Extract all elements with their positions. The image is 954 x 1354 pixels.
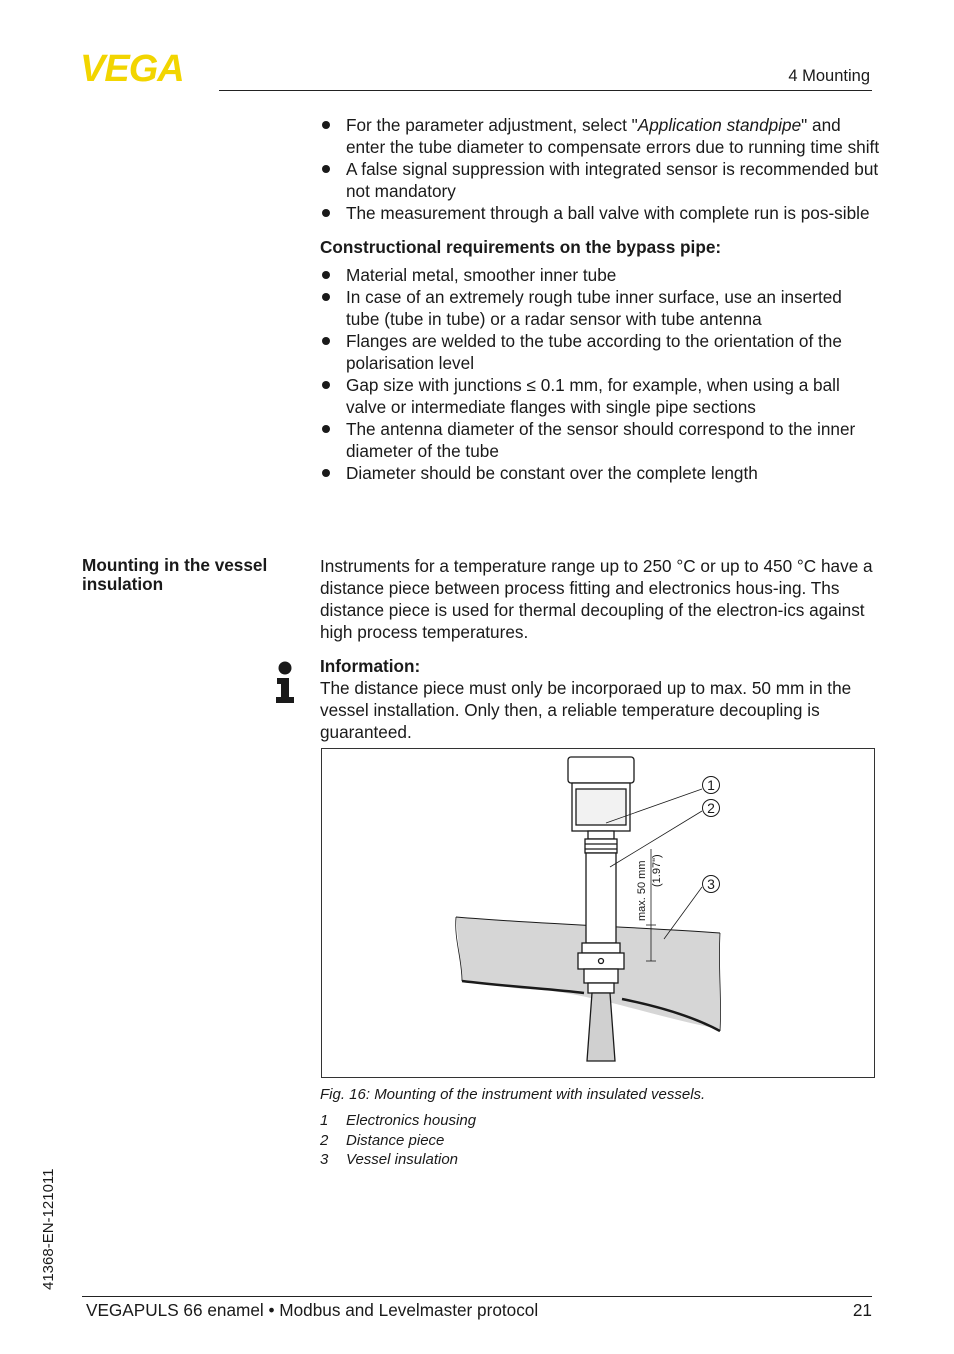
insulation-side-heading: Mounting in the vessel insulation bbox=[82, 555, 268, 594]
list-item: For the parameter adjustment, select "Application standpipe" and enter the tube diameter to compensate errors due to running time shift bbox=[320, 114, 880, 158]
figure-legend bbox=[320, 1111, 476, 1170]
list-item: A false signal suppression with integrated sensor is recommended but not mandatory bbox=[320, 158, 880, 202]
figure-caption: Fig. 16: Mounting of the instrument with insulated vessels. bbox=[320, 1086, 706, 1103]
callout-2 bbox=[703, 800, 720, 817]
section-title: 4 Mounting bbox=[788, 67, 870, 85]
list-item: In case of an extremely rough tube inner surface, use an inserted tube (tube in tube) or a radar sensor with tube antenna bbox=[320, 286, 880, 330]
list-item: The antenna diameter of the sensor should correspond to the inner diameter of the tube bbox=[320, 418, 880, 462]
svg-text:3: 3 bbox=[707, 876, 715, 892]
document-id: 41368-EN-121011 bbox=[40, 1168, 57, 1290]
mounting-drawing bbox=[322, 749, 874, 1077]
info-title: Information: bbox=[320, 656, 421, 676]
header-rule bbox=[219, 90, 872, 91]
dimension-label: max. 50 mm bbox=[636, 860, 648, 921]
figure-frame bbox=[321, 748, 875, 1078]
footer-title: VEGAPULS 66 enamel • Modbus and Levelmaster protocol bbox=[86, 1300, 539, 1320]
content-top bbox=[320, 114, 880, 484]
dimension-label-inch: (1.97") bbox=[651, 854, 663, 887]
bypass-list bbox=[320, 264, 880, 484]
svg-text:2: 2 bbox=[707, 800, 715, 816]
legend-item: 3 Vessel insulation bbox=[320, 1151, 459, 1168]
page-number: 21 bbox=[852, 1300, 872, 1320]
footer-rule bbox=[82, 1296, 872, 1297]
legend-item: 2 Distance piece bbox=[320, 1131, 445, 1149]
list-item: Material metal, smoother inner tube bbox=[320, 264, 880, 286]
legend-item: 1 Electronics housing bbox=[320, 1112, 477, 1129]
svg-text:VEGA: VEGA bbox=[80, 50, 184, 84]
list-item: The measurement through a ball valve with complete run is pos-sible bbox=[320, 202, 880, 224]
vega-logo bbox=[80, 50, 212, 84]
info-icon bbox=[273, 660, 297, 704]
insulation-paragraph: Instruments for a temperature range up to 250 °C or up to 450 °C have a distance piece between process fitting and electronics hous-ing. Ths distance piece is used for thermal decoupling of the electron-ics against high process temperatures. bbox=[320, 556, 873, 642]
info-block bbox=[320, 655, 876, 743]
info-text: The distance piece must only be incorporaed up to max. 50 mm in the vessel installation. Only then, a reliable temperature decoupling is guaranteed. bbox=[320, 678, 852, 742]
list-item: Flanges are welded to the tube according to the orientation of the polarisation level bbox=[320, 330, 880, 374]
callout-1 bbox=[703, 777, 720, 794]
callout-3 bbox=[703, 876, 720, 893]
standpipe-list bbox=[320, 114, 880, 224]
list-item: Diameter should be constant over the complete length bbox=[320, 462, 880, 484]
bypass-heading: Constructional requirements on the bypass pipe: bbox=[320, 237, 722, 257]
svg-text:1: 1 bbox=[707, 777, 715, 793]
instrument bbox=[568, 757, 634, 1061]
list-item: Gap size with junctions ≤ 0.1 mm, for example, when using a ball valve or intermediate flanges with single pipe sections bbox=[320, 374, 880, 418]
